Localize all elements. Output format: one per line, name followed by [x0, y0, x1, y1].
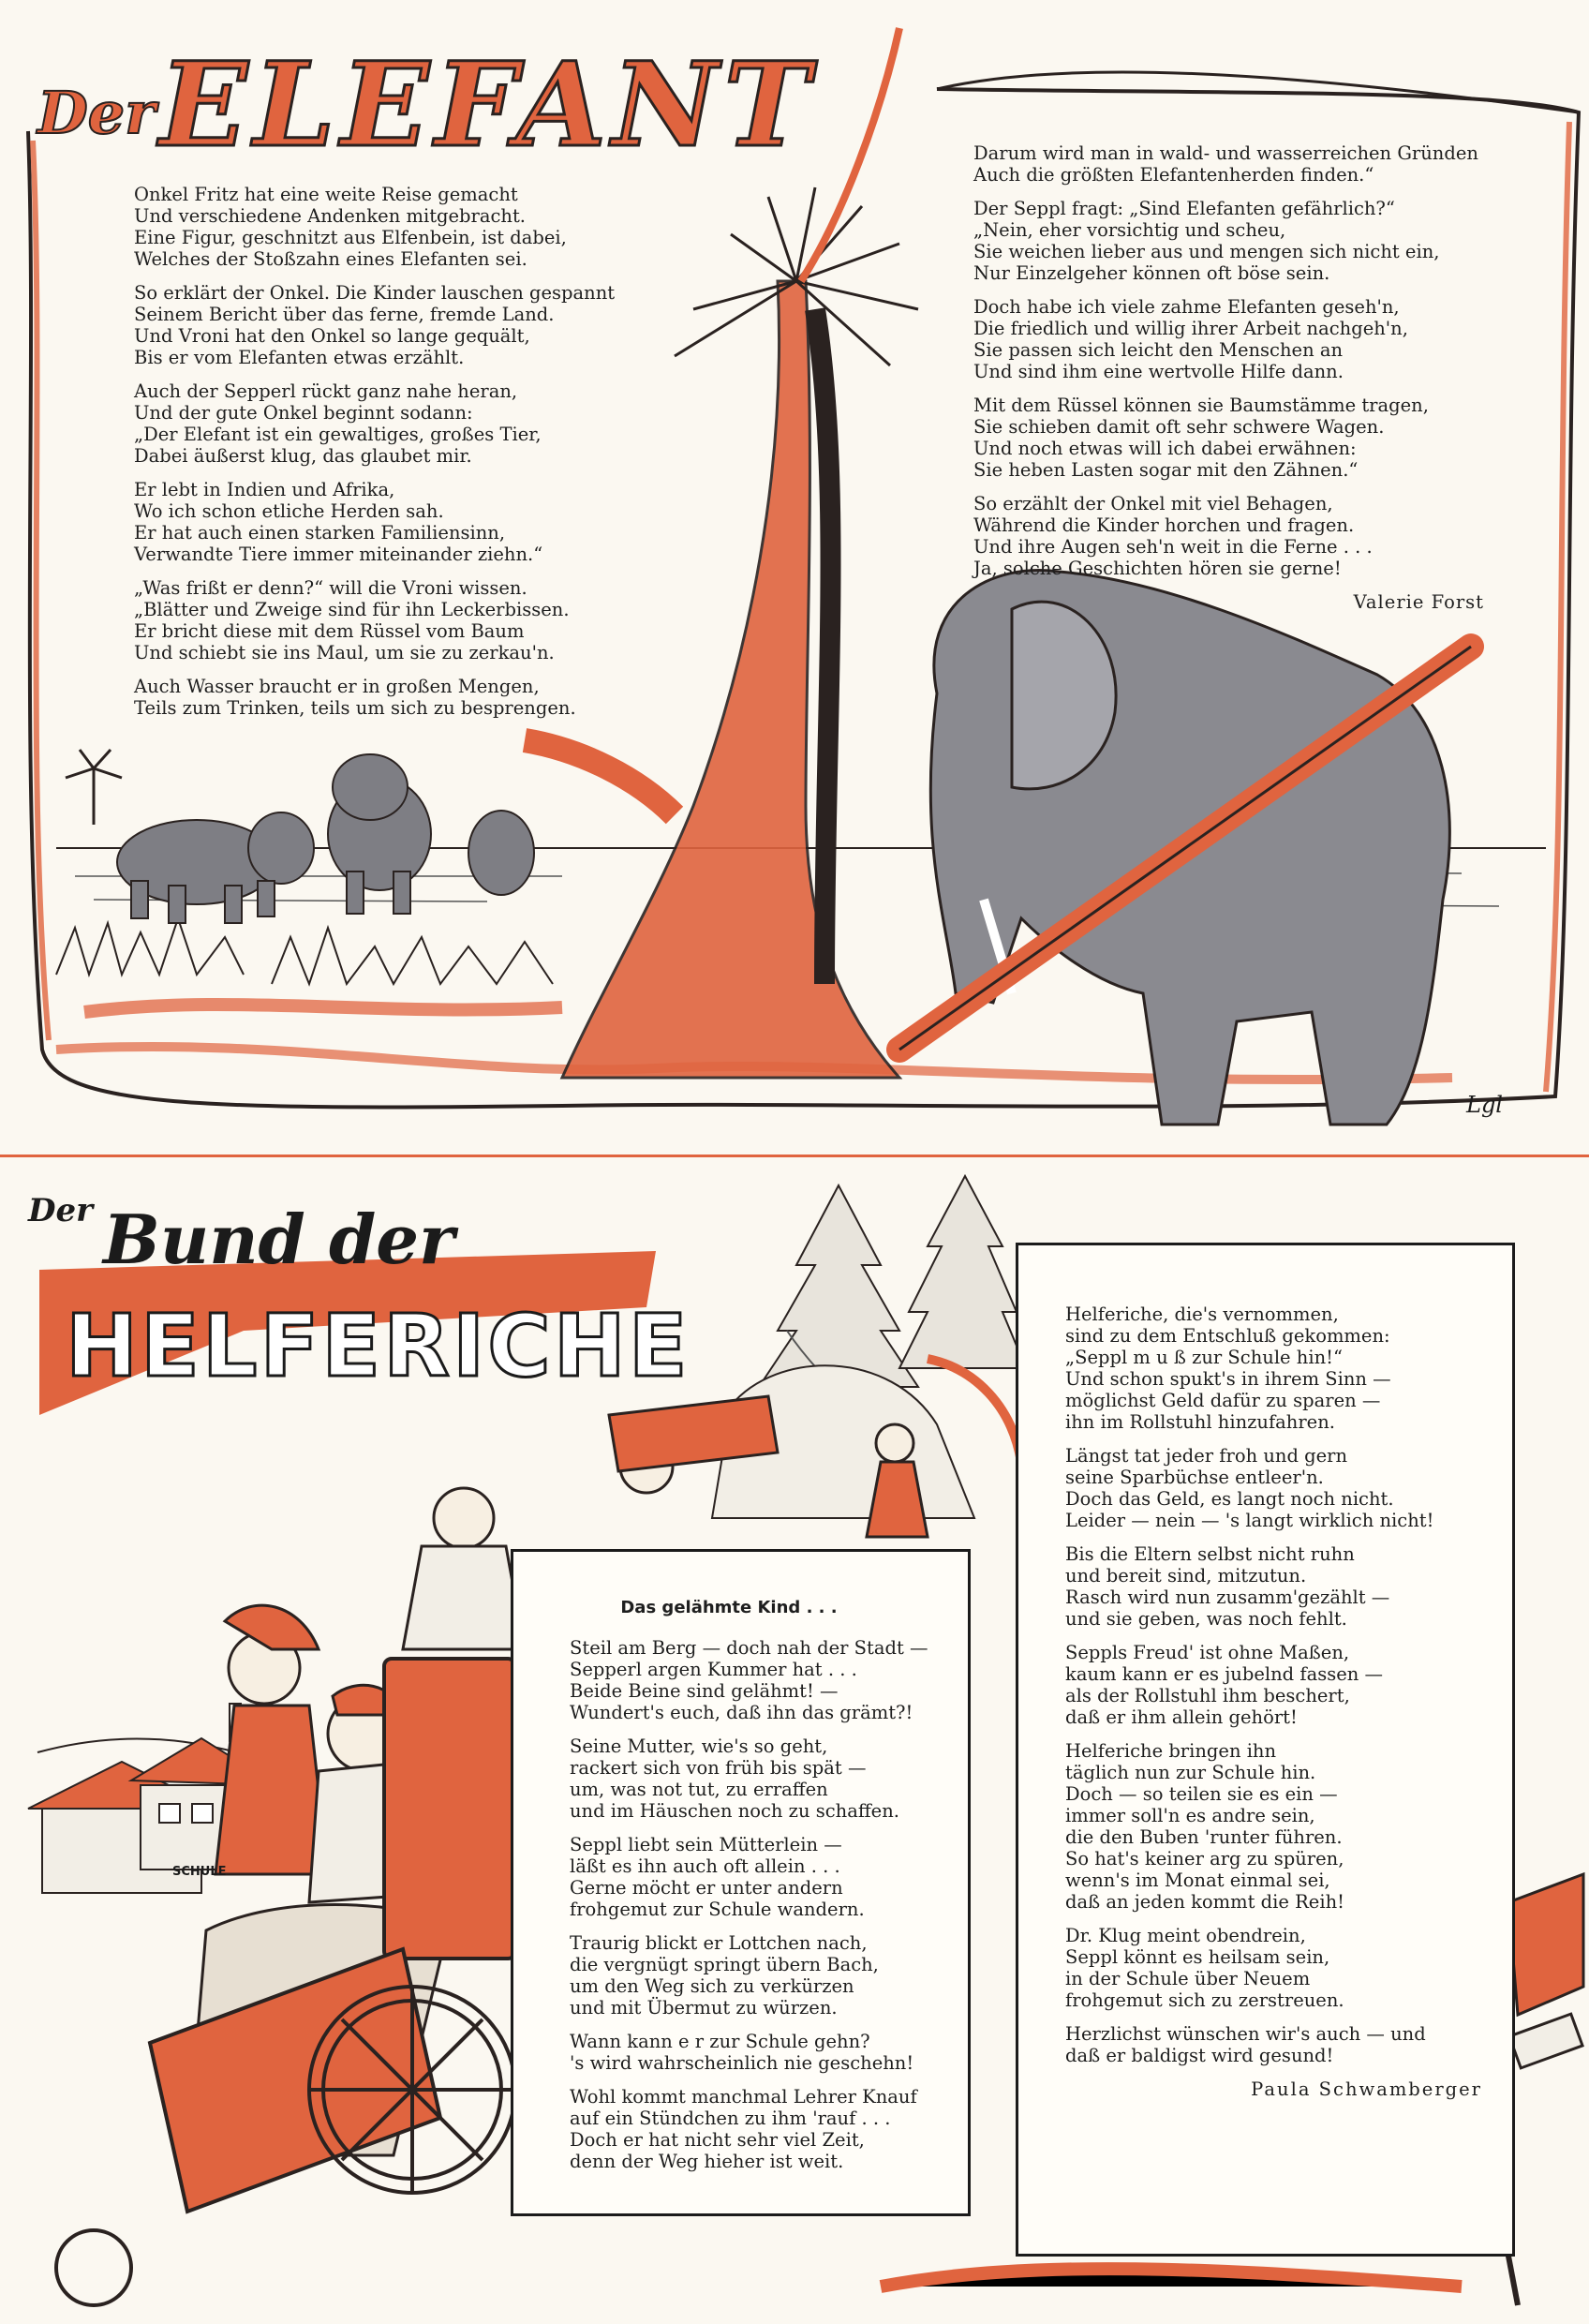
poem-line: und bereit sind, mitzutun. [1065, 1565, 1307, 1587]
poem-line: Helferiche bringen ihn [1065, 1740, 1277, 1762]
poem-box-helferiche [1016, 1243, 1515, 2257]
poem-line: Steil am Berg — doch nah der Stadt — [570, 1637, 928, 1659]
poem-line: Er hat auch einen starken Familiensinn, [134, 522, 506, 544]
stanza [1065, 1642, 1506, 1728]
poem-line: frohgemut zur Schule wandern. [570, 1899, 865, 1920]
helferiche-author: Paula Schwamberger [1251, 2078, 1482, 2100]
poem-line: Auch der Sepperl rückt ganz nahe heran, [134, 380, 518, 402]
poem-line: Und schon spukt's in ihrem Sinn — [1065, 1368, 1391, 1390]
elefant-author: Valerie Forst [1353, 591, 1484, 613]
poem-line: in der Schule über Neuem [1065, 1968, 1311, 1989]
poem-line: Und sind ihm eine wertvolle Hilfe dann. [973, 361, 1344, 382]
poem-line: Und Vroni hat den Onkel so lange gequält, [134, 325, 530, 347]
poem-line: Gerne möcht er unter andern [570, 1877, 843, 1899]
poem-helferiche [1065, 1304, 1506, 2100]
poem-box-gelaehmte-kind [511, 1549, 971, 2216]
stanza [570, 1736, 963, 1822]
poem-line: Auch Wasser braucht er in großen Mengen, [134, 676, 540, 697]
poem-line: Seppl könnt es heilsam sein, [1065, 1946, 1330, 1968]
poem-line: daß er baldigst wird gesund! [1065, 2045, 1334, 2066]
poem-line: möglichst Geld dafür zu sparen — [1065, 1390, 1381, 1411]
poem-line: Verwandte Tiere immer miteinander ziehn.“ [134, 544, 543, 565]
poem-line: rackert sich von früh bis spät — [570, 1757, 867, 1779]
poem-line: „Seppl m u ß zur Schule hin!“ [1065, 1347, 1343, 1368]
poem-line: Der Seppl fragt: „Sind Elefanten gefährlich?“ [973, 198, 1395, 219]
poem-line: „Der Elefant ist ein gewaltiges, großes Tier, [134, 424, 542, 445]
poem-line: Er bricht diese mit dem Rüssel vom Baum [134, 620, 525, 642]
poem-line: auf ein Stündchen zu ihm 'rauf . . . [570, 2108, 891, 2129]
poem-line: Onkel Fritz hat eine weite Reise gemacht [134, 184, 518, 205]
poem-line: So erzählt der Onkel mit viel Behagen, [973, 493, 1333, 514]
poem-line: kaum kann er es jubelnd fassen — [1065, 1663, 1384, 1685]
elefant-title-main: ELEFANT [159, 37, 816, 173]
poem-line: seine Sparbüchse entleer'n. [1065, 1467, 1324, 1488]
poem-line: täglich nun zur Schule hin. [1065, 1762, 1316, 1783]
poem-line: ihn im Rollstuhl hinzufahren. [1065, 1411, 1335, 1433]
stanza [570, 1834, 963, 1920]
poem-line: wenn's im Monat einmal sei, [1065, 1870, 1330, 1891]
stanza [570, 2031, 963, 2074]
poem-line: Sepperl argen Kummer hat . . . [570, 1659, 857, 1680]
stanza [1065, 1925, 1506, 2011]
poem-line: die vergnügt springt übern Bach, [570, 1954, 879, 1975]
poem-line: Längst tat jeder froh und gern [1065, 1445, 1348, 1467]
helferiche-title-prefix: Der [28, 1192, 94, 1229]
poem-line: So erklärt der Onkel. Die Kinder lauschen gespannt [134, 282, 616, 304]
poem-line: Dr. Klug meint obendrein, [1065, 1925, 1306, 1946]
poem-line: Er lebt in Indien und Afrika, [134, 479, 395, 500]
poem-line: „Blätter und Zweige sind für ihn Leckerbissen. [134, 599, 570, 620]
poem-line: um, was not tut, zu erraffen [570, 1779, 828, 1800]
poem-line: Die friedlich und willig ihrer Arbeit nachgeh'n, [973, 318, 1408, 339]
poem-line: Beide Beine sind gelähmt! — [570, 1680, 839, 1702]
poem-line: und mit Übermut zu würzen. [570, 1997, 838, 2019]
poem-line: Und ihre Augen seh'n weit in die Ferne . . . [973, 536, 1373, 558]
poem-line: Doch das Geld, es langt noch nicht. [1065, 1488, 1394, 1510]
school-sign: SCHULE [172, 1865, 227, 1879]
poem-line: Sie passen sich leicht den Menschen an [973, 339, 1344, 361]
poem-line: Helferiche, die's vernommen, [1065, 1304, 1339, 1325]
poem-line: Und schiebt sie ins Maul, um sie zu zerkau'n. [134, 642, 555, 663]
poem-line: und im Häuschen noch zu schaffen. [570, 1800, 899, 1822]
poem-line: Wo ich schon etliche Herden sah. [134, 500, 444, 522]
poem-line: Doch er hat nicht sehr viel Zeit, [570, 2129, 865, 2151]
poem-line: Wundert's euch, daß ihn das grämt?! [570, 1702, 913, 1723]
poem-line: Und noch etwas will ich dabei erwähnen: [973, 438, 1357, 459]
poem-line: Leider — nein — 's langt wirklich nicht! [1065, 1510, 1434, 1531]
poem-line: Welches der Stoßzahn eines Elefanten sei. [134, 248, 527, 270]
poem-line: frohgemut sich zu zerstreuen. [1065, 1989, 1344, 2011]
poem-line: Doch habe ich viele zahme Elefanten geseh'n, [973, 296, 1400, 318]
poem-line: Auch die größten Elefantenherden finden.“ [973, 164, 1374, 186]
poem-line: immer soll'n es andre sein, [1065, 1805, 1315, 1826]
poem-line: Mit dem Rüssel können sie Baumstämme tragen, [973, 395, 1429, 416]
poem-line: Rasch wird nun zusamm'gezählt — [1065, 1587, 1390, 1608]
poem-line: Darum wird man in wald- und wasserreichen Gründen [973, 142, 1478, 164]
poem-line: Ja, solche Geschichten hören sie gerne! [973, 558, 1342, 579]
helferiche-title-script: Bund der [103, 1199, 455, 1279]
poem-line: Sie schieben damit oft sehr schwere Wagen. [973, 416, 1385, 438]
stanza [1065, 1740, 1506, 1913]
poem-gelaehmte-kind-title: Das gelähmte Kind . . . [620, 1598, 838, 1617]
poem-line: Und der gute Onkel beginnt sodann: [134, 402, 473, 424]
stanza [1065, 1304, 1506, 1433]
poem-line: Sie weichen lieber aus und mengen sich nicht ein, [973, 241, 1440, 262]
poem-line: Wohl kommt manchmal Lehrer Knauf [570, 2086, 917, 2108]
stanza [1065, 1445, 1506, 1531]
poem-line: läßt es ihn auch oft allein . . . [570, 1855, 840, 1877]
stanza [570, 1932, 963, 2019]
poem-line: Sie heben Lasten sogar mit den Zähnen.“ [973, 459, 1359, 481]
stanza [1065, 1543, 1506, 1630]
poem-line: Doch — so teilen sie es ein — [1065, 1783, 1338, 1805]
poem-line: Nur Einzelgeher können oft böse sein. [973, 262, 1330, 284]
stanza [570, 2086, 963, 2172]
poem-line: Bis die Eltern selbst nicht ruhn [1065, 1543, 1355, 1565]
poem-line: Eine Figur, geschnitzt aus Elfenbein, ist dabei, [134, 227, 567, 248]
poem-line: Seppl liebt sein Mütterlein — [570, 1834, 842, 1855]
poem-line: und sie geben, was noch fehlt. [1065, 1608, 1347, 1630]
poem-line: „Nein, eher vorsichtig und scheu, [973, 219, 1286, 241]
elefant-title-prefix: Der [37, 79, 156, 147]
poem-line: Seine Mutter, wie's so geht, [570, 1736, 828, 1757]
poem-line: Traurig blickt er Lottchen nach, [570, 1932, 868, 1954]
poem-line: die den Buben 'runter führen. [1065, 1826, 1343, 1848]
poem-line: Wann kann e r zur Schule gehn? [570, 2031, 870, 2052]
poem-line: als der Rollstuhl ihm beschert, [1065, 1685, 1350, 1706]
poem-line: Seppls Freud' ist ohne Maßen, [1065, 1642, 1350, 1663]
poem-line: denn der Weg hieher ist weit. [570, 2151, 844, 2172]
poem-line: um den Weg sich zu verkürzen [570, 1975, 854, 1997]
poem-line: „Was frißt er denn?“ will die Vroni wissen. [134, 577, 527, 599]
poem-line: Dabei äußerst klug, das glaubet mir. [134, 445, 472, 467]
poem-line: sind zu dem Entschluß gekommen: [1065, 1325, 1390, 1347]
poem-line: Während die Kinder horchen und fragen. [973, 514, 1355, 536]
stanza [570, 1637, 963, 1723]
poem-line: Bis er vom Elefanten etwas erzählt. [134, 347, 465, 368]
poem-line: 's wird wahrscheinlich nie geschehn! [570, 2052, 914, 2074]
stanza [1065, 2023, 1506, 2066]
illustrator-signature: Lgl [1466, 1092, 1503, 1118]
poem-line: So hat's keiner arg zu spüren, [1065, 1848, 1344, 1870]
poem-line: daß er ihm allein gehört! [1065, 1706, 1298, 1728]
poem-gelaehmte-kind [570, 1597, 963, 2184]
poem-line: Herzlichst wünschen wir's auch — und [1065, 2023, 1426, 2045]
helferiche-title-main: HELFERICHE [66, 1296, 691, 1396]
poem-line: Seinem Bericht über das ferne, fremde Land. [134, 304, 555, 325]
poem-line: Teils zum Trinken, teils um sich zu besprengen. [134, 697, 576, 719]
poem-line: Und verschiedene Andenken mitgebracht. [134, 205, 527, 227]
poem-line: daß an jeden kommt die Reih! [1065, 1891, 1344, 1913]
